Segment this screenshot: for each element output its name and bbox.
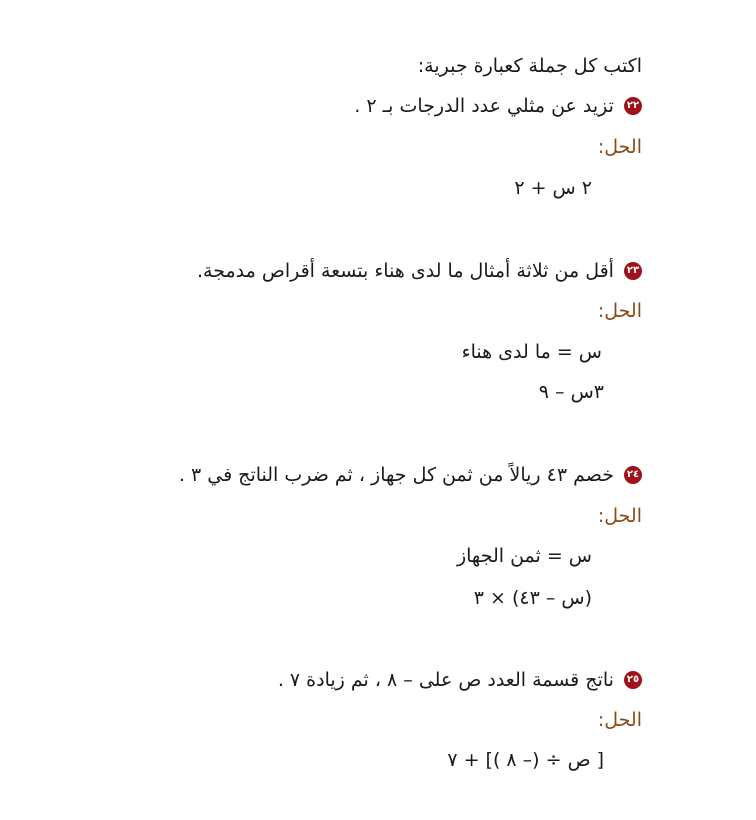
problem-text: تزيد عن مثلي عدد الدرجات بـ ٢ . xyxy=(354,95,614,117)
solution-label: الحل: xyxy=(597,300,642,322)
problem-22 xyxy=(354,93,642,119)
problem-number-badge: ٢٤ xyxy=(624,466,642,484)
problem-number-badge: ٢٣ xyxy=(624,262,642,280)
problem-24 xyxy=(179,462,642,488)
solution-label: الحل: xyxy=(597,136,642,158)
problem-23 xyxy=(197,258,642,284)
answer-line: س = ثمن الجهاز xyxy=(456,545,592,567)
answer-line: ٢ س + ٢ xyxy=(514,177,592,199)
answer-line: (س – ٤٣) × ٣ xyxy=(473,587,592,609)
problem-25 xyxy=(278,667,642,693)
answer-line: س = ما لدى هناء xyxy=(461,341,602,363)
problem-text: ناتج قسمة العدد ص على – ٨ ، ثم زيادة ٧ . xyxy=(277,669,614,691)
instructions-heading: اكتب كل جملة كعبارة جبرية: xyxy=(417,55,642,77)
solution-label: الحل: xyxy=(597,709,642,731)
answer-line: ٣س – ٩ xyxy=(538,381,604,403)
problem-text: خصم ٤٣ ريالاً من ثمن كل جهاز ، ثم ضرب الناتج في ٣ . xyxy=(178,464,614,486)
problem-number-badge: ٢٥ xyxy=(624,671,642,689)
answer-line: [ ص ÷ (– ٨ )] + ٧ xyxy=(447,749,604,771)
problem-number-badge: ٢٢ xyxy=(624,97,642,115)
solution-label: الحل: xyxy=(597,505,642,527)
problem-text: أقل من ثلاثة أمثال ما لدى هناء بتسعة أقراص مدمجة. xyxy=(197,260,614,282)
